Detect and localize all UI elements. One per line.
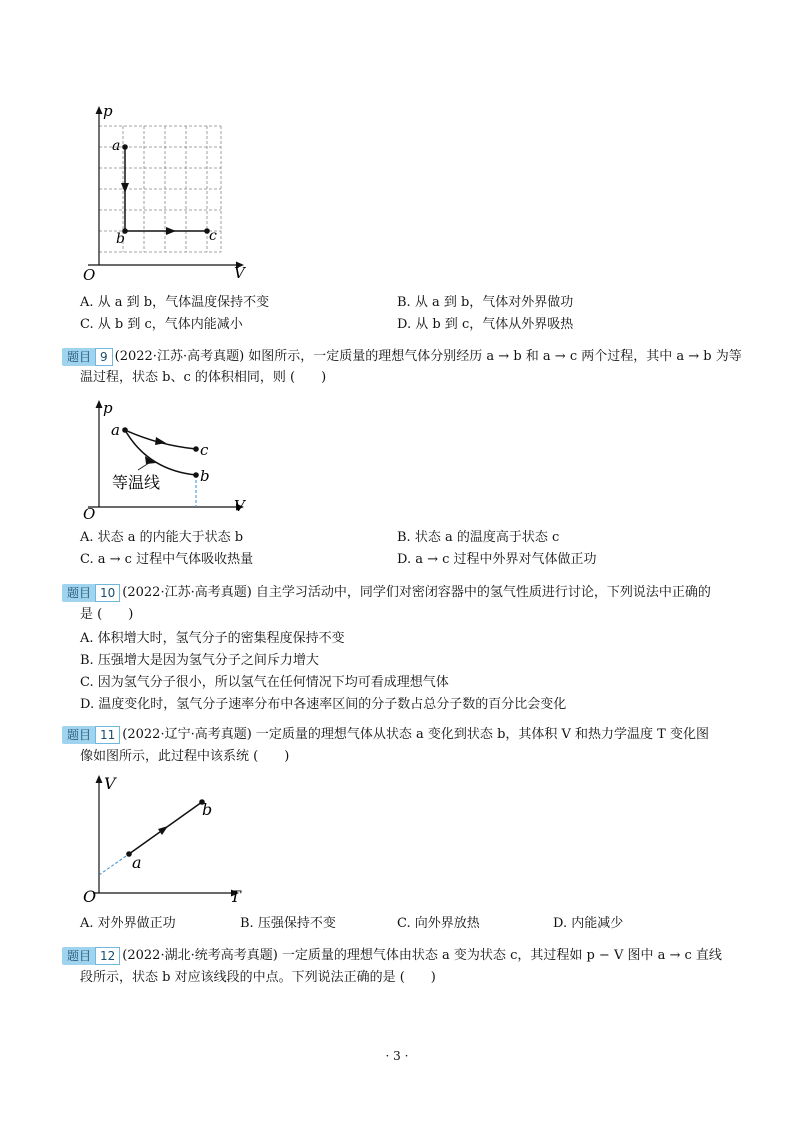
q8-option-c[interactable]: C. 从 b 到 c，气体内能减小 (80, 317, 243, 332)
question-tag: 题目 (62, 726, 96, 744)
q12-header (62, 945, 722, 967)
q9-option-d[interactable]: D. a → c 过程中外界对气体做正功 (397, 552, 597, 567)
q8-axis-p-label: p (103, 102, 113, 120)
q11-option-b[interactable]: B. 压强保持不变 (240, 916, 336, 931)
q8-origin-label: O (83, 266, 96, 284)
q10-stem-line2: 是 ( ) (80, 607, 134, 622)
question-number: 12 (95, 947, 120, 965)
q11-option-a[interactable]: A. 对外界做正功 (80, 916, 176, 931)
q9-option-a[interactable]: A. 状态 a 的内能大于状态 b (80, 530, 244, 545)
page-number: · 3 · (385, 1049, 409, 1063)
q11-option-d[interactable]: D. 内能减少 (553, 916, 624, 931)
q9-option-b[interactable]: B. 状态 a 的温度高于状态 c (397, 530, 560, 545)
q8-point-a (122, 144, 128, 150)
q8-label-a: a (112, 138, 121, 154)
q9-point-c (193, 446, 199, 452)
question-tag: 题目 (62, 947, 96, 965)
q11-label-a: a (132, 853, 142, 872)
q9-point-a (122, 427, 128, 433)
q9-option-c[interactable]: C. a → c 过程中气体吸收热量 (80, 552, 254, 567)
q12-stem-line1: (2022·湖北·统考高考真题) 一定质量的理想气体由状态 a 变为状态 c，其过程如 p − V 图中 a → c 直线 (122, 948, 722, 963)
q9-axis-v-label: V (234, 497, 245, 515)
q9-point-b (193, 472, 199, 478)
question-tag: 题目 (62, 348, 96, 366)
q10-option-d[interactable]: D. 温度变化时，氢气分子速率分布中各速率区间的分子数占总分子数的百分比会变化 (80, 697, 567, 712)
q9-stem-line1: (2022·江苏·高考真题) 如图所示，一定质量的理想气体分别经历 a → b 和 a → c 两个过程，其中 a → b 为等 (114, 349, 742, 364)
q8-label-c: c (209, 228, 217, 244)
q9-label-a: a (111, 421, 120, 439)
q10-header (62, 582, 711, 604)
q8-option-d[interactable]: D. 从 b 到 c，气体从外界吸热 (397, 317, 574, 332)
q9-curve-ab (125, 430, 196, 475)
q11-point-a (126, 851, 132, 857)
q9-pv-diagram (78, 395, 258, 520)
question-number: 11 (95, 726, 120, 744)
question-number: 10 (95, 584, 120, 602)
q9-label-c: c (200, 441, 209, 459)
q8-option-a[interactable]: A. 从 a 到 b，气体温度保持不变 (80, 295, 270, 310)
q10-option-c[interactable]: C. 因为氢气分子很小，所以氢气在任何情况下均可看成理想气体 (80, 675, 449, 690)
q8-pv-diagram (78, 100, 258, 285)
q11-axis-t-label: T (230, 887, 241, 905)
q9-stem-line2: 温过程，状态 b、c 的体积相同，则 ( ) (80, 370, 327, 385)
q11-stem-line1: (2022·辽宁·高考真题) 一定质量的理想气体从状态 a 变化到状态 b，其体积 V 和热力学温度 T 变化图 (122, 727, 709, 742)
question-number: 9 (95, 348, 113, 366)
q11-label-b: b (202, 800, 213, 819)
q11-origin-label: O (83, 887, 97, 905)
q8-axis-v-label: V (234, 264, 245, 282)
q10-stem-line1: (2022·江苏·高考真题) 自主学习活动中，同学们对密闭容器中的氢气性质进行讨论，下列说法中正确的 (122, 585, 711, 600)
q11-axis-v-label: V (104, 774, 116, 793)
q12-stem-line2: 段所示，状态 b 对应该线段的中点。下列说法正确的是 ( ) (80, 970, 436, 985)
q9-header (62, 346, 742, 368)
q8-option-b[interactable]: B. 从 a 到 b，气体对外界做功 (397, 295, 574, 310)
q11-vt-diagram (78, 770, 258, 905)
q10-option-b[interactable]: B. 压强增大是因为氢气分子之间斥力增大 (80, 653, 319, 668)
q9-isotherm-label: 等温线 (112, 473, 161, 492)
q11-stem-line2: 像如图所示，此过程中该系统 ( ) (80, 749, 290, 764)
q8-label-b: b (116, 231, 125, 247)
q11-header (62, 724, 709, 746)
question-tag: 题目 (62, 584, 96, 602)
q10-option-a[interactable]: A. 体积增大时，氢气分子的密集程度保持不变 (80, 631, 345, 646)
q9-axis-p-label: p (103, 399, 113, 417)
q9-origin-label: O (83, 505, 96, 520)
q9-label-b: b (200, 467, 210, 485)
q11-option-c[interactable]: C. 向外界放热 (397, 916, 480, 931)
